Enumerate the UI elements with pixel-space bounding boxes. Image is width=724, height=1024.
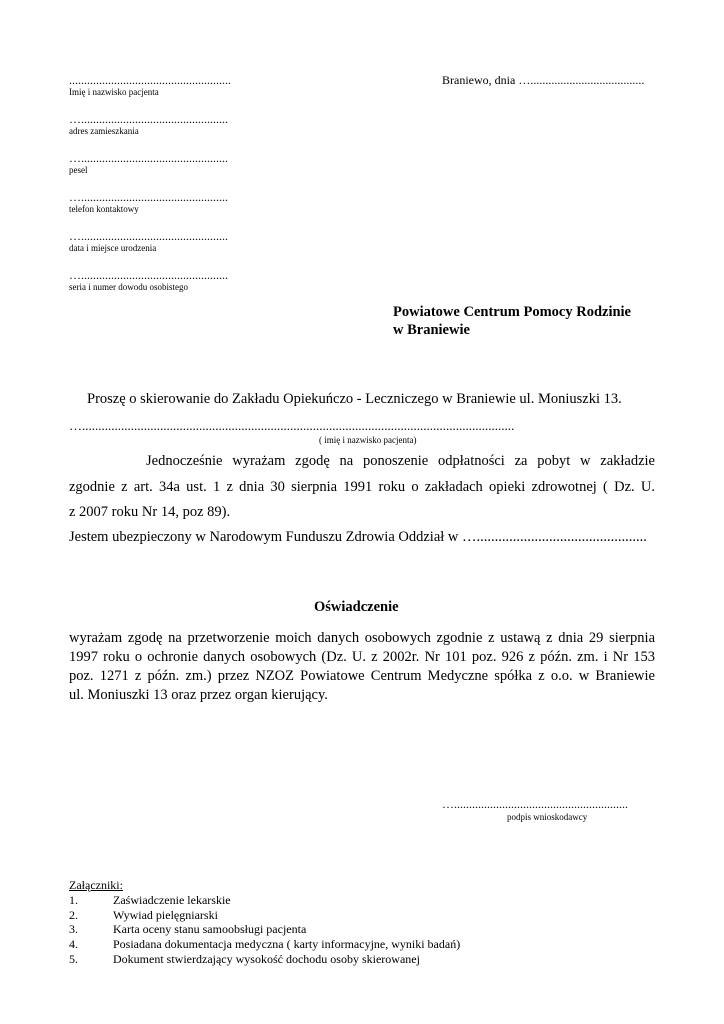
attachment-item-2: Wywiad pielęgniarski <box>113 908 218 922</box>
birth-dotted-line[interactable]: …................................................. <box>69 229 228 243</box>
declaration-line2: 1997 roku o ochronie danych osobowych (Dz. U. z 2002r. Nr 101 poz. 926 z późn. zm. i Nr 153 <box>69 649 655 665</box>
attachment-num-4: 4. <box>69 937 78 951</box>
attachments-heading: Załączniki: <box>69 878 123 892</box>
patient-caption: ( imię i nazwisko pacjenta) <box>319 435 417 445</box>
pesel-label: pesel <box>69 165 88 175</box>
signature-dotted-line[interactable]: ….......................................................... <box>442 797 628 811</box>
attachment-item-5: Dokument stwierdzający wysokość dochodu osoby skierowanej <box>113 952 420 966</box>
request-line: Proszę o skierowanie do Zakładu Opiekuńczo - Leczniczego w Braniewie ul. Moniuszki 13. <box>87 391 622 407</box>
declaration-line3: poz. 1271 z późn. zm.) przez NZOZ Powiatowe Centrum Medyczne spółka z o.o. w Braniewie <box>69 668 655 684</box>
name-label: Imię i nazwisko pacjenta <box>69 87 159 97</box>
address-dotted-line[interactable]: …................................................. <box>69 112 228 126</box>
recipient-line1: Powiatowe Centrum Pomocy Rodzinie <box>393 304 631 320</box>
address-label: adres zamieszkania <box>69 126 139 136</box>
name-dotted-line[interactable]: ...................................................... <box>69 73 231 87</box>
attachment-item-3: Karta oceny stanu samoobsługi pacjenta <box>113 922 307 936</box>
declaration-line4: ul. Moniuszki 13 oraz przez organ kierujący. <box>69 687 328 703</box>
attachment-num-1: 1. <box>69 893 78 907</box>
birth-label: data i miejsce urodzenia <box>69 243 157 253</box>
declaration-line1: wyrażam zgodę na przetworzenie moich danych osobowych zgodnie z ustawą z dnia 29 sierpnia <box>69 630 655 646</box>
attachment-item-4: Posiadana dokumentacja medyczna ( karty informacyjne, wyniki badań) <box>113 937 461 951</box>
attachment-item-1: Zaświadczenie lekarskie <box>113 893 231 907</box>
consent-line3: z 2007 roku Nr 14, poz 89). <box>69 504 231 520</box>
signature-label: podpis wnioskodawcy <box>507 812 588 822</box>
insurance-line[interactable]: Jestem ubezpieczony w Narodowym Funduszu Zdrowia Oddział w …............................................... <box>69 529 647 545</box>
phone-label: telefon kontaktowy <box>69 204 139 214</box>
recipient-line2: w Braniewie <box>393 322 470 338</box>
pesel-dotted-line[interactable]: …................................................. <box>69 151 228 165</box>
consent-line1: Jednocześnie wyrażam zgodę na ponoszenie odpłatności za pobyt w zakładzie <box>146 453 655 469</box>
id-dotted-line[interactable]: …................................................. <box>69 268 228 282</box>
attachment-num-5: 5. <box>69 952 78 966</box>
attachment-num-2: 2. <box>69 908 78 922</box>
phone-dotted-line[interactable]: …................................................. <box>69 190 228 204</box>
attachment-num-3: 3. <box>69 922 78 936</box>
declaration-title: Oświadczenie <box>314 599 399 615</box>
place-date[interactable]: Braniewo, dnia …...................................... <box>442 73 645 87</box>
id-label: seria i numer dowodu osobistego <box>69 282 188 292</box>
patient-dotted-line[interactable]: …..................................................................................................................................... <box>69 418 515 433</box>
consent-line2: zgodnie z art. 34a ust. 1 z dnia 30 sierpnia 1991 roku o zakładach opieki zdrowotnej ( Dz. U. <box>69 479 655 495</box>
